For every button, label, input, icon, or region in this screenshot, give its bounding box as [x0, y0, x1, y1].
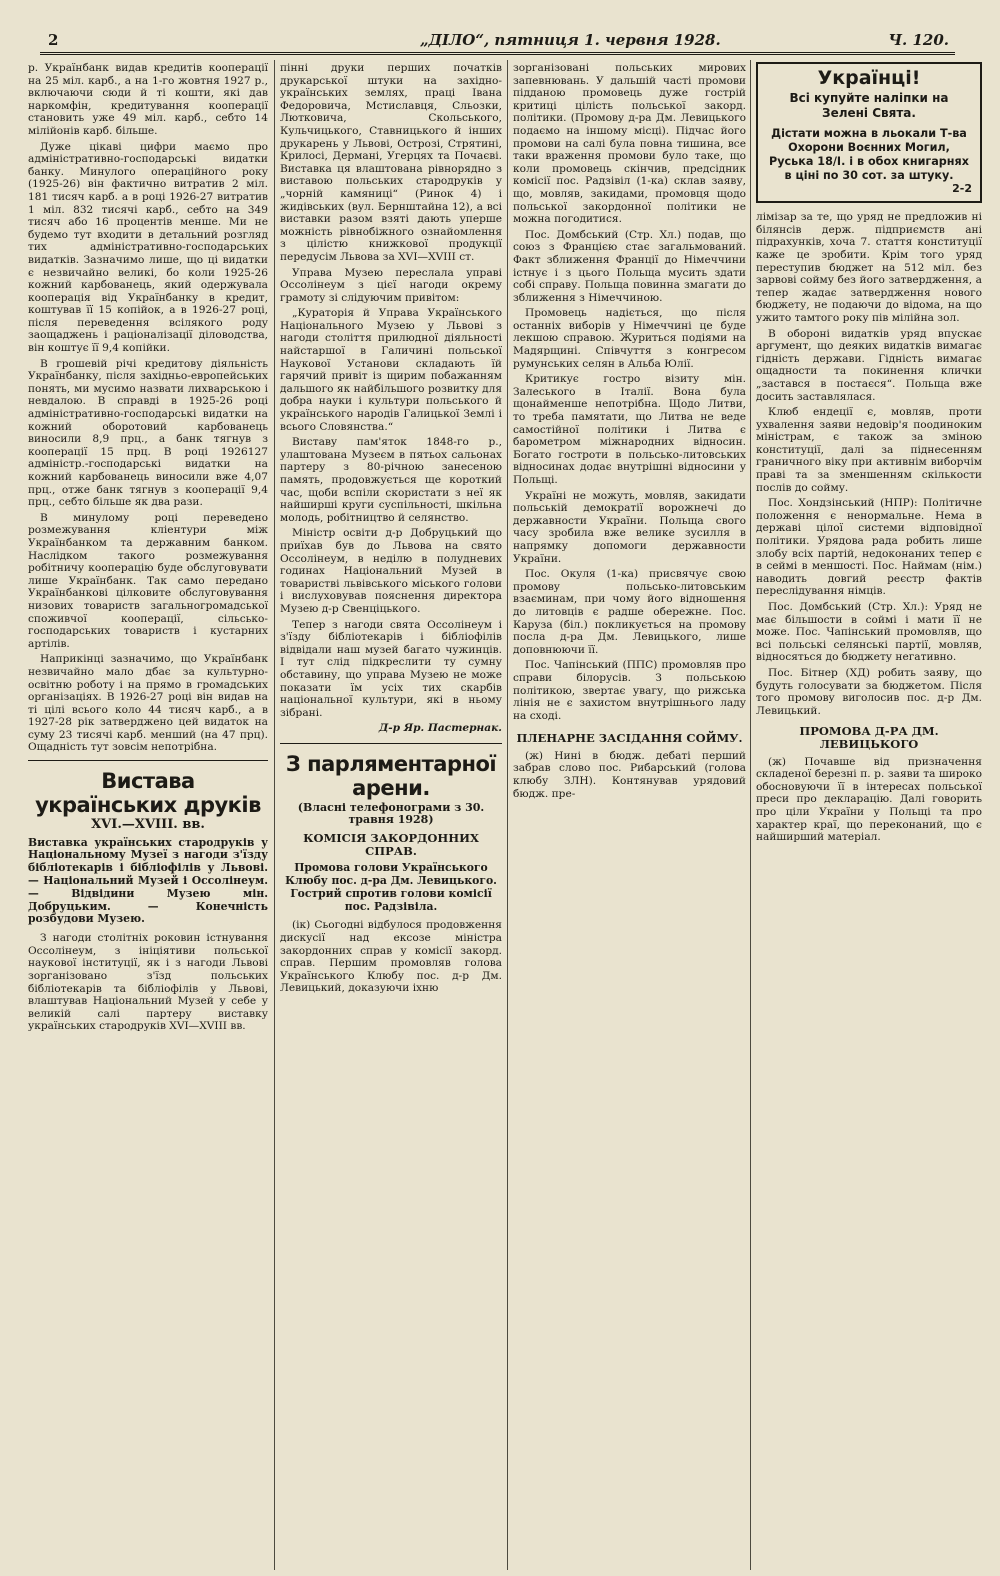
article-lead: Виставка українських стародруків у Національному Музеї з нагоди з'їзду бібліотекарів і бібліофілів у Львові. — Національний Музей і Оссолінеум. — Відвідини Музею мін. Добруцьким. — Конечність розбудови Музею. — [28, 835, 268, 926]
section-rule — [280, 743, 502, 744]
column-divider — [274, 60, 275, 1570]
column-3 — [513, 62, 746, 1568]
advertisement-box — [756, 62, 982, 203]
article-paragraph: Промовець надіється, що після останніх виборів у Німеччині це буде лекшою справою. Журиться подіями на Мадярщині. Співчуття з конгресом румунських селян в Альба Юлії. — [513, 307, 746, 370]
article-paragraph: (ж) Почавше від призначення складеної березні п. р. заяви та широко обосновуючи її в інтересах польської преси про декларацію. Далі говорить про ціли України у Польщі та про характер краї, що переконаний, що є найширший матеріал. — [756, 755, 982, 844]
article-paragraph: Пос. Чапінський (ППС) промовляв про справи білорусів. З польською політикою, звертає увагу, що рижська лінія не є захистом внутрішнього ладу на сході. — [513, 659, 746, 722]
article-paragraph: „Кураторія й Управа Українського Національного Музею у Львові з нагоди століття прилюдної діяльності найстаршої в Галичині польської Наукової Установи складають їй гарячий привіт із щирим побажанням дальшого як найбільшого розвитку для добра науки і культури польського й українського народів Галицької Землі і всього Словянства.“ — [280, 307, 502, 433]
article-paragraph: Міністр освіти д-р Добруцький що приїхав був до Львова на свято Оссолінеум, в неділю в полудневих годинах Національний Музей в товаристві львівського міського голови і вислуховував пояснення директора Музею д-р Свенціцького. — [280, 527, 502, 615]
column-1 — [28, 62, 268, 1568]
section-heading: ПЛЕНАРНЕ ЗАСІДАННЯ СОЙМУ. — [516, 731, 743, 746]
column-2 — [280, 62, 502, 1568]
article-paragraph: Управа Музею переслала управі Оссолінеум з цієї нагоди окрему грамоту зі слідуючим привітом: — [280, 266, 502, 304]
column-divider — [750, 60, 751, 1570]
article-subheading: (Власні телефонограми з 30. травня 1928) — [297, 800, 485, 827]
article-paragraph: В минулому році переведено розмежування кліентури між Українбанком та державним банком. Наслідком такого розмежування робітничу кооперацію буде обслуговувати лише Українбанк. Так само передано Українбанкові цілковите обслуговування низових товариств загальногромадської споживчої кооперації, сільсько-господарських товариств і кустарних артілів. — [28, 511, 268, 650]
article-paragraph: Клюб ендеції є, мовляв, проти ухвалення заяви недовір'я поодиноким міністрам, є також за зміною конституції, далі за піднесенням граничного віку при активнім виборчім праві та за зменшенням скількости послів до сойму. — [756, 406, 982, 494]
article-paragraph: В грошевій річі кредитову діяльність Українбанку, після західньо-европейських понять, ми мусимо назвати лихварською і невдалою. В справді в 1925-26 році адміністративно-господарські видатки на кожний оборотовий карбованець виносили 8,9 прц., а банк тягнув з кооперації 15 прц. В році 1926127 адміністр.-господарські видатки на кожний карбованець виносили вже 4,07 прц., отже банк тягнув з кооперації 9,4 прц., себто більше як два рази. — [28, 357, 268, 509]
article-paragraph: Пос. Домбський (Стр. Хл.): Уряд не має більшости в соймі і мати її не може. Пос. Чапінський промовляв, що всі польські селянські партії, мовляв, відносяться до бюджету негативно. — [756, 601, 982, 664]
article-paragraph: (ж) Нині в бюдж. дебаті перший забрав слово пос. Рибарський (голова клюбу ЗЛН). Контянував урядовий бюдж. пре- — [513, 749, 746, 800]
article-paragraph: Пос. Окуля (1-ка) присвячує свою промову польсько-литовським взаєминам, при чому його відношення до литовців є радше обережне. Пос. Каруза (біл.) покликується на промову посла д-ра Дм. Левицького, лише доповнюючи її. — [513, 568, 746, 656]
ad-subtitle: Всі купуйте наліпки на Зелені Свята. — [789, 90, 949, 120]
column-4 — [756, 62, 982, 1568]
article-paragraph: р. Українбанк видав кредитів кооперації на 25 міл. карб., а на 1-го жовтня 1927 р., включаючи сюди й ті кошти, які дав наркомфін, кредитування кооперації становить уже 49 міл. карб., себто 14 мілійонів карб. більше. — [28, 62, 268, 137]
article-paragraph: Наприкінці зазначимо, що Українбанк незвичайно мало дбає за культурно-освітню роботу і на прямо в громадських організаціях. В 1926-27 році він видав на ті цілі всього коло 44 тисяч карб., а в 1927-28 рік затверджено цей видаток на суму 23 тисячі карб. менший (на 47 прц). Ощадність тут зовсім непотрібна. — [28, 653, 268, 754]
article-heading: З парляментарної арени. — [285, 751, 497, 800]
article-paragraph: В обороні видатків уряд впускає аргумент, що деяких видатків вимагає гідність держави. Гідність вимагає ощадности та покинення клички „застався в постаєся“. Польща вже досить заставлялася. — [756, 327, 982, 403]
article-paragraph: пінні друки перших початків друкарської штуки на західно-українських землях, праці Івана Федоровича, Мстиславця, Сльозки, Лютковича, Скольського, Кульчицького, Ставницького й інших друкарень у Львові, Острозі, Стрятині, Крилосі, Дермані, Угерцях та Почаєві. Виставка ця влаштована рівнорядно з виставою польських стародруків у „чорній камяниці“ (Ринок 4) і жидівських (вул. Бернштайна 12), а всі виставки разом взяті дають уперше можність рівнобіжного ознайомлення з цілістю книжкової продукції передусім Львова за XVI—XVIII ст. — [280, 62, 502, 263]
column-divider — [507, 60, 508, 1570]
article-paragraph: Пос. Домбський (Стр. Хл.) подав, що союз з Францією стає загальмований. Факт зближення Франції до Німеччини істнує і з цього Польща мусить здати собі справу. Польща повинна змагати до зближення з Німеччиною. — [513, 228, 746, 304]
article-paragraph: Дуже цікаві цифри маємо про адміністративно-господарські видатки банку. Минулого операційного року (1925-26) він фактично витратив 2 міл. 181 тисяч карб. а в році 1926-27 витратив 1 міл. 832 тисячі карб., себто на 349 тисяч або 16 процентів менше. Ми не будемо тут входити в детальний розгляд тих адміністративно-господарських видатків. Зазначимо лише, що ці видатки є незвичайно великі, бо коли 1925-26 кожний карбованець, який одержувала кооперація від Українбанку в кредит, коштував її 15 копійок, а в 1926-27 році, після переведення всілякого роду заощаджень і раціоналізації діловодства, він коштує її 9,4 копійки. — [28, 140, 268, 355]
article-signature: Д-р Яр. Пастернак. — [378, 722, 502, 735]
section-heading: ПРОМОВА Д-РА ДМ. ЛЕВИЦЬКОГО — [799, 724, 939, 751]
ad-position: 2-2 — [952, 181, 972, 195]
ad-body: Дістати можна в льокали Т-ва Охорони Воєнних Могил, Руська 18/I. і в обох книгарнях в ціні по 30 сот. за штуку. — [769, 126, 969, 182]
masthead-title: „ДІЛО“, пятниця 1. червня 1928. — [420, 31, 721, 49]
article-heading: Вистава українських друків — [35, 769, 261, 818]
article-paragraph: Критикує гостро візиту мін. Залеського в Італії. Вона була щонайменше непотрібна. Щодо Литви, то треба памятати, що Литва не веде самостійної політики і Литва є барометром міжнародних відносин. Богато гостроти в польсько-литовських відносинах додає внутрішні відносини у Польщі. — [513, 373, 746, 486]
issue-number: Ч. 120. — [888, 31, 949, 49]
article-paragraph: Тепер з нагоди свята Оссолінеум і з'їзду бібліотекарів і бібліофілів відвідали наш музей багато чужинців. І тут слід підкреслити ту сумну обставину, що управа Музею не може показати їм усіх тих скарбів національної культури, які в ньому зібрані. — [280, 618, 502, 719]
article-paragraph: зорганізовані польських мирових запевнювань. У дальшій часті промови підданою промовець дуже гострій критиці цілість польської закорд. політики. (Промову д-ра Дм. Левицького подаємо на іншому місці). Підчас його промови на салі була повна тишина, все таки враження промови було таке, що коли промовець скінчив, предсідник комісії пос. Радзівіл (1-ка) склав заяву, що, мовляв, закидами, промовця щодо польської закордонної політики не можна погодитися. — [513, 62, 746, 226]
section-heading: КОМІСІЯ ЗАКОРДОННИХ СПРАВ. — [303, 831, 479, 858]
article-paragraph: Пос. Хондзінський (НПР): Політичне положення є ненормальне. Нема в державі цілої системи відповідної політики. Урядова рада робить лише злобу всіх партій, недоконаних тепер є в сеймі в меншості. Пос. Наймам (нім.) наводить довгий реєстр фактів переслідування німців. — [756, 497, 982, 598]
ad-title: Українці! — [817, 67, 921, 89]
page-number: 2 — [48, 31, 59, 49]
section-rule — [28, 760, 268, 761]
article-paragraph: Виставу пам'яток 1848-го р., улаштована Музеєм в пятьох сальонах партеру з 80-річною занесеною память, продовжується ще короткий час, щоби вспіли скористати з неї як найширші круги суспільності, шкільна молодь, робітництво й селянство. — [280, 436, 502, 524]
article-paragraph: Пос. Бітнер (ХД) робить заяву, що будуть голосувати за бюджетом. Після того промову виголосив пос. д-р Дм. Левицький. — [756, 666, 982, 717]
masthead — [40, 30, 955, 55]
article-subheading: XVI.—XVIII. вв. — [91, 817, 205, 833]
article-paragraph: З нагоди столітніх роковин істнування Оссолінеум, з ініціятиви польської наукової інституції, як і з нагоди Львові зорганізовано з'їзд польських бібліотекарів та бібліофілів у Львові, влаштував Національний Музей у себе у великій салі партеру виставку українських стародруків XVI—XVIII вв. — [28, 932, 268, 1033]
article-paragraph: Україні не можуть, мовляв, закидати польській демократії ворожнечі до державности України. Польща свого часу зробила вже велике зусилля в напрямку допомоги державности України. — [513, 489, 746, 565]
article-paragraph: лімізар за те, що уряд не предложив ні білянсів держ. підприємств ані підрахунків, хоча 7. стаття конституції каже це зробити. Крім того уряд переступив бюджет на 512 міл. без зарвові сойму без його затвердження, а тепер жадає затвердження нового бюджету, не подаючи до відома, на що ужито тамтого року пів мілійна зол. — [756, 211, 982, 324]
article-lead: Промова голови Українського Клюбу пос. д-ра Дм. Левицького. Гострий спротив голови комісії пос. Радзівіла. — [285, 861, 497, 913]
article-paragraph: (ік) Сьогодні відбулося продовження дискусії над ексозе міністра закордонних справ у комісії закорд. справ. Першим промовляв голова Українського Клюбу пос. д-р Дм. Левицький, доказуючи іхню — [280, 919, 502, 995]
